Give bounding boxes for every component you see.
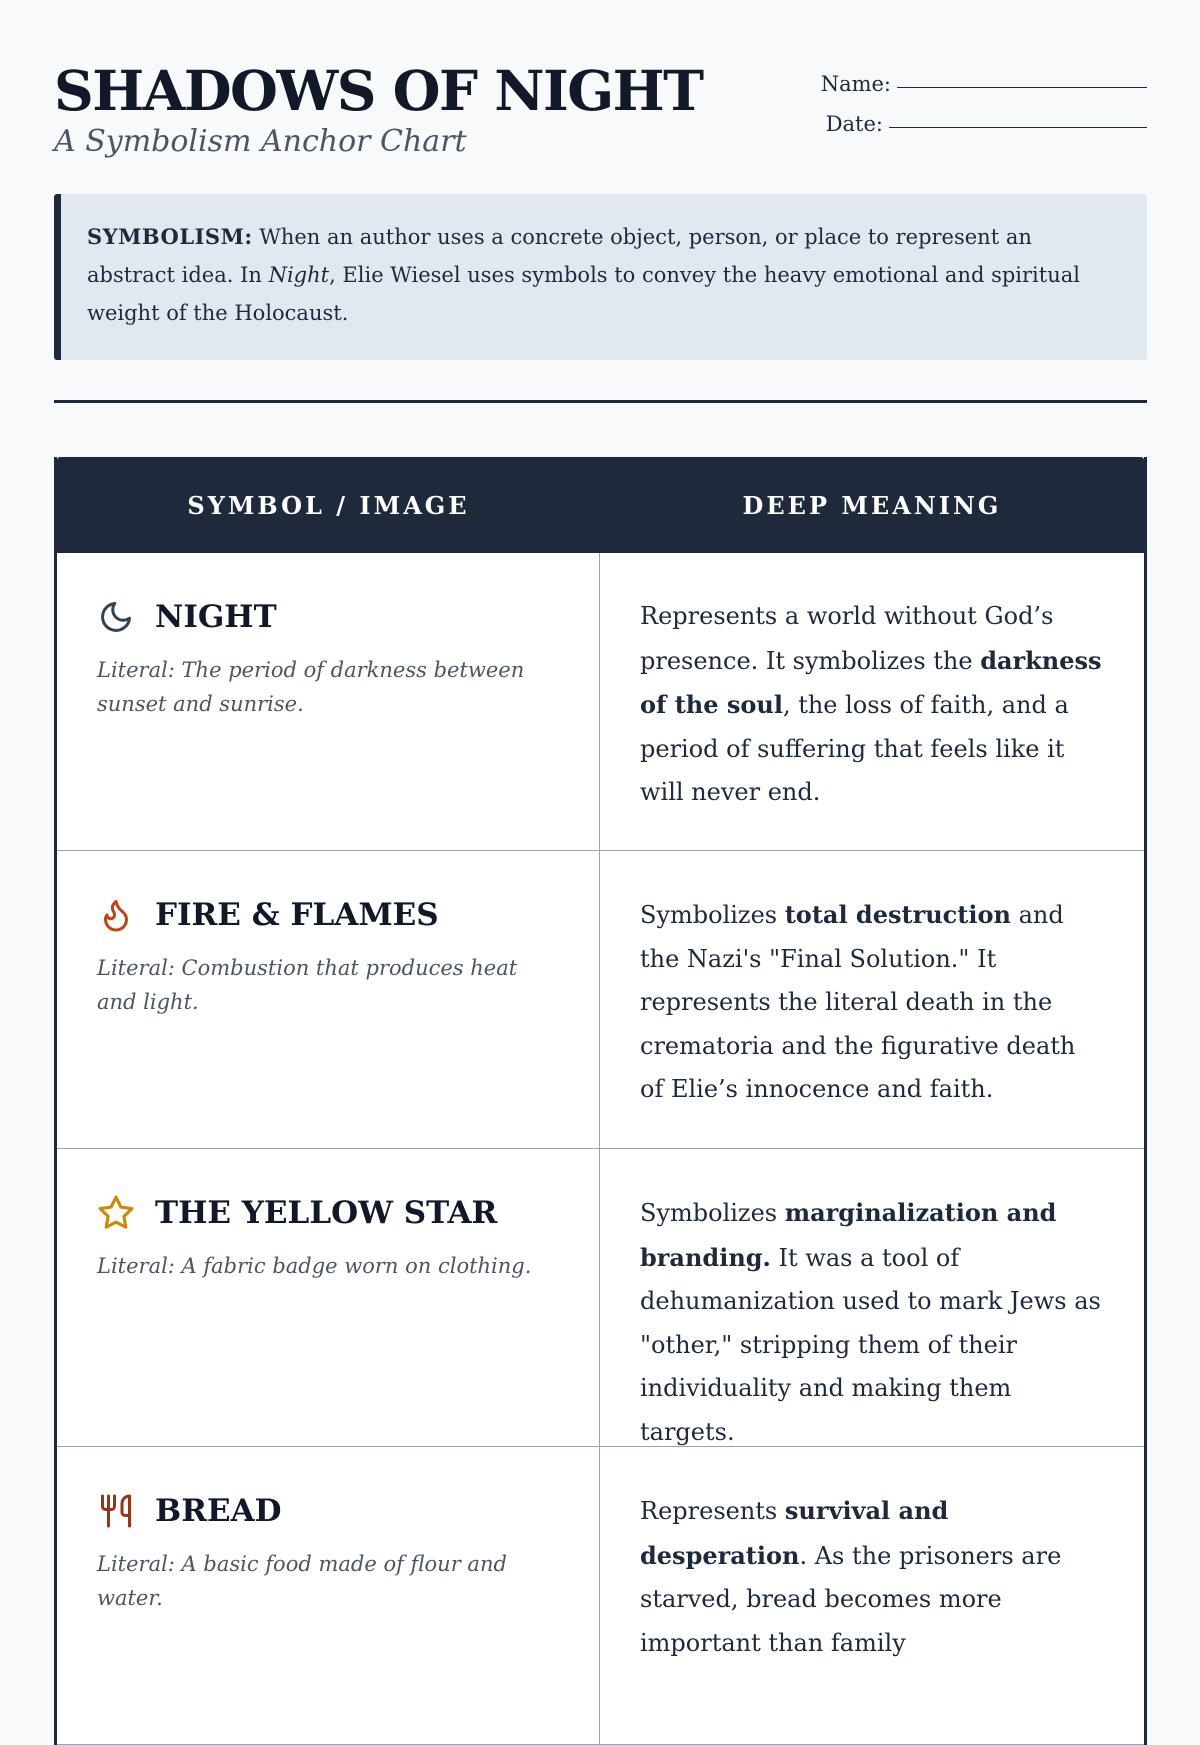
- meaning-cell: [600, 553, 1144, 850]
- definition-book-title: Night: [268, 263, 330, 287]
- symbol-cell: [57, 851, 600, 1148]
- star-icon: [97, 1194, 135, 1232]
- name-label: Name:: [820, 72, 891, 96]
- header: [54, 0, 1147, 190]
- name-blank-line[interactable]: [897, 87, 1147, 88]
- symbol-name: NIGHT: [155, 599, 277, 635]
- column-header-meaning: DEEP MEANING: [742, 490, 1002, 520]
- divider: [54, 400, 1147, 403]
- definition-box: [54, 194, 1147, 360]
- symbol-cell: [57, 1447, 600, 1744]
- worksheet-page: [54, 0, 1147, 1657]
- meaning-text: Represents: [640, 1497, 785, 1525]
- literal-meaning: Literal: A fabric badge worn on clothing.: [97, 1254, 532, 1278]
- column-header-symbol: SYMBOL / IMAGE: [187, 490, 470, 520]
- literal-meaning: Literal: The period of darkness between sunset and sunrise.: [97, 658, 525, 716]
- meaning-cell: [600, 851, 1144, 1148]
- symbol-name: FIRE & FLAMES: [155, 897, 439, 933]
- moon-icon: [97, 598, 135, 636]
- meaning-text: , the loss of faith, and a period of suffering that feels like it will never end.: [640, 691, 1069, 806]
- date-label: Date:: [825, 112, 883, 136]
- fork-knife-icon: [97, 1492, 135, 1530]
- symbol-heading: [97, 895, 559, 935]
- student-info: [807, 56, 1147, 136]
- meaning-emphasis: marginalization and branding.: [640, 1198, 1057, 1272]
- meaning-cell: [600, 1149, 1144, 1446]
- symbol-cell: [57, 553, 600, 850]
- meaning-emphasis: total destruction: [784, 900, 1011, 929]
- symbol-table: [54, 457, 1147, 1745]
- symbol-cell: [57, 1149, 600, 1446]
- meaning-text: Symbolizes: [640, 901, 785, 929]
- meaning-text: Represents a world without God’s presence. It symbolizes the: [640, 602, 1054, 675]
- definition-text-2: , Elie Wiesel uses symbols to convey the heavy emotional and spiritual weight of the Holocaust.: [87, 263, 1080, 325]
- meaning-text: Symbolizes: [640, 1199, 785, 1227]
- table-header: [57, 457, 1144, 553]
- literal-meaning: Literal: Combustion that produces heat and light.: [97, 956, 518, 1014]
- symbol-name: THE YELLOW STAR: [155, 1195, 498, 1231]
- meaning-text: and the Nazi's "Final Solution." It represents the literal death in the crematoria and the figurative death of Elie’s innocence and faith.: [640, 901, 1076, 1103]
- table-row: [57, 553, 1144, 851]
- flame-icon: [97, 896, 135, 934]
- table-row: [57, 851, 1144, 1149]
- symbol-heading: [97, 597, 559, 637]
- name-field[interactable]: [807, 56, 1147, 96]
- meaning-emphasis: darkness of the soul: [640, 645, 1102, 719]
- date-field[interactable]: [807, 96, 1147, 136]
- page-subtitle: A Symbolism Anchor Chart: [54, 124, 467, 159]
- literal-meaning: Literal: A basic food made of flour and water.: [97, 1552, 507, 1610]
- meaning-emphasis: survival and desperation: [640, 1496, 949, 1570]
- symbol-heading: [97, 1193, 559, 1233]
- symbol-heading: [97, 1491, 559, 1531]
- meaning-text: It was a tool of dehumanization used to mark Jews as "other," stripping them of their individuality and making them targets.: [640, 1243, 1101, 1446]
- table-row: [57, 1149, 1144, 1447]
- table-row: [57, 1447, 1144, 1745]
- date-blank-line[interactable]: [889, 127, 1147, 128]
- definition-text-1: When an author uses a concrete object, person, or place to represent an abstract idea. In: [87, 225, 1032, 287]
- definition-term: SYMBOLISM:: [87, 224, 253, 249]
- symbol-name: BREAD: [155, 1493, 282, 1529]
- meaning-cell: [600, 1447, 1144, 1744]
- page-title: SHADOWS OF NIGHT: [54, 58, 703, 123]
- meaning-text: . As the prisoners are starved, bread becomes more important than family: [640, 1541, 1062, 1657]
